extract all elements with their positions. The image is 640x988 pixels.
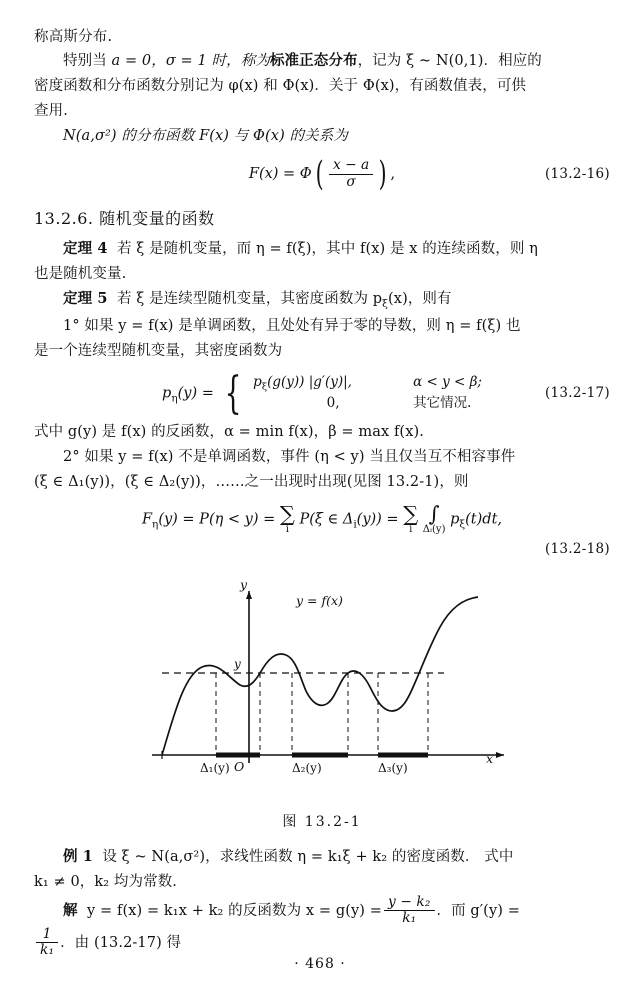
eq17-case2-cond: 其它情况. — [413, 395, 472, 412]
integral-symbol: ∫ — [428, 501, 440, 526]
eq17-case1-sub: ξ — [261, 381, 268, 393]
eq17-cases — [253, 373, 482, 414]
solution-label: 解 — [63, 901, 78, 919]
figure-13-2-1 — [34, 575, 610, 805]
eq18-part4: (y)) = — [356, 511, 399, 528]
page-number: · 468 · — [294, 956, 346, 972]
right-paren: ) — [378, 153, 387, 194]
curve-label: y = f(x) — [296, 592, 343, 608]
theorem-5-sub: ξ — [382, 297, 389, 310]
axis-label-y: y — [240, 576, 248, 592]
eq18-part1-sub: η — [152, 518, 159, 531]
eq16-numerator: x − a — [332, 157, 370, 174]
eq18-part5: p — [450, 511, 460, 528]
solution-text-b: ．而 g′(y) = — [436, 902, 520, 919]
item-2-text: 2° 如果 y = f(x) 不是单调函数，事件 (η < y) 当且仅当互不相容事件 — [63, 448, 516, 465]
eq17-case2-a: 0, — [326, 395, 340, 412]
cases-brace: { — [225, 367, 242, 419]
figure-caption: 图 13.2-1 — [282, 813, 362, 830]
interval-label-2: Δ₂(y) — [292, 760, 322, 775]
eq17-case1-a: p — [253, 373, 262, 390]
item-1-cont: 是一个连续型随机变量，其密度函数为 — [34, 342, 283, 359]
example-1 — [34, 845, 610, 870]
theorem-5-text: 若 ξ 是连续型随机变量，其密度函数为 p — [116, 290, 383, 307]
eq18-part1: F — [141, 511, 153, 528]
equation-13-2-17 — [34, 367, 610, 419]
eq18-part3: P(ξ ∈ Δ — [299, 511, 354, 528]
summation-1 — [279, 501, 295, 535]
paragraph-4 — [34, 124, 610, 149]
solution-text-c: ．由 (13.2-17) 得 — [60, 934, 182, 951]
solution-frac2-num: 1 — [42, 925, 52, 942]
eq16-fraction — [329, 158, 373, 190]
solution-fraction-2 — [36, 927, 58, 959]
equation-13-2-16 — [34, 153, 610, 194]
interval-label-1: Δ₁(y) — [200, 760, 230, 775]
p4-text: N(a,σ²) 的分布函数 F(x) 与 Φ(x) 的关系为 — [63, 128, 348, 145]
theorem-5-label: 定理 5 — [63, 289, 108, 307]
figure-svg — [34, 575, 610, 805]
equation-13-2-18-tag: (13.2-18) — [544, 540, 610, 557]
p1-bold: 标准正态分布 — [269, 52, 358, 70]
interval-label-3: Δ₃(y) — [378, 760, 408, 775]
function-curve — [162, 597, 478, 755]
summation-2 — [403, 501, 419, 535]
after-eq17: 式中 g(y) 是 f(x) 的反函数，α = min f(x)，β = max f(x). — [34, 423, 424, 440]
solution-frac1-num: y − k₂ — [387, 893, 431, 910]
eq17-lhs-arg: (y) = — [177, 385, 214, 402]
eq18-part5-sub: ξ — [459, 518, 466, 531]
sum-2-index: i — [409, 523, 413, 535]
equation-13-2-16-tag: (13.2-16) — [544, 166, 610, 183]
example-1-cont: k₁ ≠ 0，k₂ 均为常数. — [34, 873, 178, 890]
integral — [422, 501, 446, 535]
equation-13-2-16-row — [34, 153, 610, 194]
origin-label: O — [234, 758, 245, 774]
eq16-lhs: F(x) = Φ — [248, 166, 312, 183]
eq16-denominator: σ — [329, 174, 373, 190]
solution-frac1-den: k₁ — [384, 910, 435, 926]
eq18-part3-sub: i — [353, 518, 357, 531]
example-label: 例 1 — [63, 847, 93, 865]
solution-cont — [34, 927, 610, 959]
equation-13-2-18-row — [34, 501, 610, 535]
solution-fraction-1 — [384, 895, 435, 927]
eq17-lhs-sub: η — [171, 392, 178, 405]
integral-limit: Δᵢ(y) — [422, 523, 446, 535]
theorem-4 — [34, 237, 610, 262]
axis-label-x: x — [486, 750, 494, 766]
x-axis-arrow — [496, 752, 504, 758]
eq18-part6: (t)dt, — [465, 511, 502, 528]
item-1-text: 1° 如果 y = f(x) 是单调函数，且处处有异于零的导数，则 η = f(ξ) 也 — [63, 317, 521, 334]
example-text: 设 ξ ~ N(a,σ²)，求线性函数 η = k₁ξ + k₂ 的密度函数． 式中 — [102, 848, 514, 865]
sum-1-index: i — [285, 523, 289, 535]
y-level-label: y — [234, 656, 241, 671]
page-content — [34, 26, 610, 958]
eq16-tail: , — [390, 166, 396, 183]
equation-13-2-17-row — [34, 367, 610, 419]
item-2-cont: (ξ ∈ Δ₁(y))，(ξ ∈ Δ₂(y))，……之一出现时出现(见图 13.2-1)，则 — [34, 473, 469, 490]
eq17-lhs: p — [162, 385, 172, 402]
top-line: 称高斯分布. — [34, 29, 113, 45]
theorem-4-cont: 也是随机变量. — [34, 266, 127, 283]
solution — [34, 895, 610, 927]
item-2 — [34, 445, 610, 470]
theorem-5 — [34, 287, 610, 314]
theorem-4-label: 定理 4 — [63, 240, 108, 258]
p1-part-b: a = 0，σ = 1 时，称为 — [111, 53, 270, 70]
eq17-case-2 — [253, 395, 471, 411]
section-heading: 13.2.6. 随机变量的函数 — [34, 209, 215, 229]
paragraph-2: 密度函数和分布函数分别记为 φ(x) 和 Φ(x)．关于 Φ(x)，有函数值表，可供 — [34, 78, 527, 95]
sum-symbol-2: ∑ — [403, 501, 419, 526]
eq17-case-1 — [253, 373, 482, 393]
y-axis-arrow — [246, 591, 252, 599]
paragraph-3: 查用. — [34, 103, 68, 120]
solution-frac2-den: k₁ — [36, 942, 58, 958]
p1-part-c: ，记为 ξ ~ N(0,1)．相应的 — [357, 53, 542, 70]
solution-text-a: y = f(x) = k₁x + k₂ 的反函数为 x = g(y) = — [87, 902, 382, 919]
equation-13-2-18 — [34, 501, 610, 535]
item-1 — [34, 314, 610, 339]
eq17-case1-b: (g(y)) |g′(y)|, — [267, 373, 352, 390]
eq17-case1-cond: α < y < β; — [413, 373, 482, 390]
sum-symbol: ∑ — [279, 501, 295, 526]
p1-part-a: 特别当 — [63, 53, 112, 70]
eq18-part2: (y) = P(η < y) = — [158, 511, 276, 528]
theorem-4-text: 若 ξ 是随机变量，而 η = f(ξ)，其中 f(x) 是 x 的连续函数，则 η — [116, 241, 538, 258]
paragraph-1 — [34, 49, 610, 74]
left-paren: ( — [315, 153, 324, 194]
equation-13-2-17-tag: (13.2-17) — [544, 385, 610, 402]
theorem-5-text-b: (x)，则有 — [388, 290, 452, 307]
